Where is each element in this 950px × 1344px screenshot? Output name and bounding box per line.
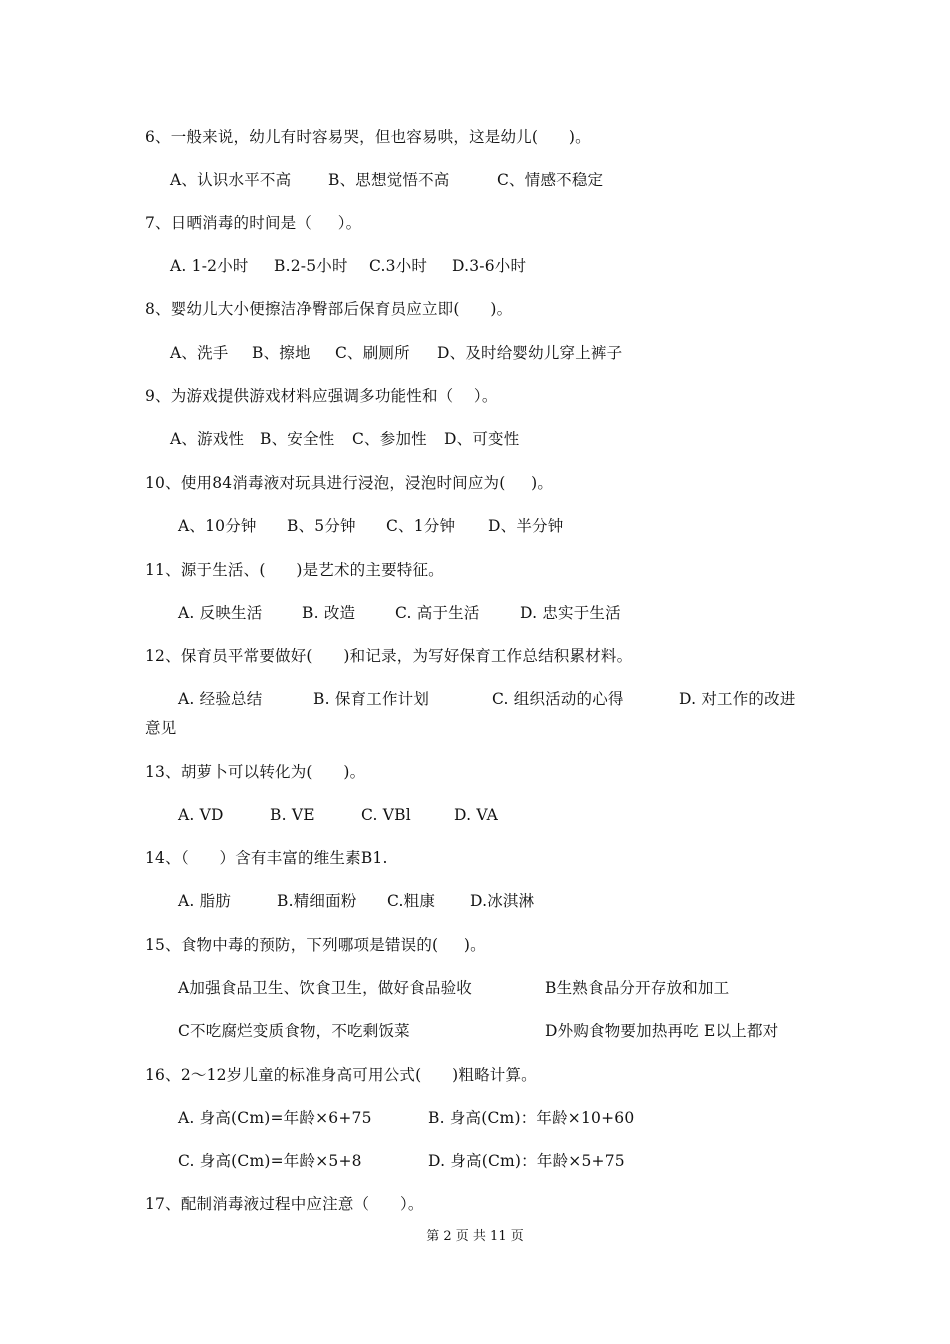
question-9-stem: 9、为游戏提供游戏材料应强调多功能性和（ ）。 (145, 387, 498, 405)
question-12-option-b: B. 保育工作计划 (313, 690, 430, 708)
question-11-options (0, 603, 950, 623)
question-8-option-b: B、擦地 (252, 344, 311, 362)
question-12-option-c: C. 组织活动的心得 (492, 690, 624, 708)
question-7-option-b: B.2-5小时 (274, 257, 348, 275)
question-10-options (0, 516, 950, 536)
question-11-option-b: B. 改造 (302, 604, 356, 622)
question-11-option-c: C. 高于生活 (395, 604, 480, 622)
question-9-options (0, 429, 950, 449)
question-8-option-a: A、洗手 (170, 344, 229, 362)
question-8-options (0, 343, 950, 363)
question-7-option-a: A. 1-2小时 (170, 257, 249, 275)
question-8-option-d: D、及时给婴幼儿穿上裤子 (437, 344, 623, 362)
question-14-option-a: A. 脂肪 (178, 892, 232, 910)
question-12-options (0, 689, 950, 709)
question-9-option-c: C、参加性 (352, 430, 427, 448)
question-14-options (0, 891, 950, 911)
question-8-option-c: C、刷厕所 (335, 344, 410, 362)
question-10-option-c: C、1分钟 (386, 517, 456, 535)
question-16-option-b: B. 身高(Cm)：年龄×10+60 (428, 1109, 635, 1127)
question-16-option-c: C. 身高(Cm)=年龄×5+8 (178, 1152, 362, 1170)
question-10-option-d: D、半分钟 (488, 517, 564, 535)
question-15-stem: 15、食物中毒的预防，下列哪项是错误的( )。 (145, 936, 486, 954)
question-15-option-b: B生熟食品分开存放和加工 (545, 979, 730, 997)
question-7-option-c: C.3小时 (369, 257, 428, 275)
question-17-stem: 17、配制消毒液过程中应注意（ ）。 (145, 1195, 424, 1213)
question-14-stem: 14、（ ）含有丰富的维生素B1. (145, 849, 388, 867)
page-number-footer: 第 2 页 共 11 页 (426, 1229, 524, 1244)
question-15-option-c: C不吃腐烂变质食物，不吃剩饭菜 (178, 1022, 410, 1040)
question-10-option-a: A、10分钟 (178, 517, 257, 535)
question-6-option-b: B、思想觉悟不高 (328, 171, 450, 189)
question-7-option-d: D.3-6小时 (452, 257, 527, 275)
question-13-option-a: A. VD (178, 806, 224, 824)
question-12-option-a: A. 经验总结 (178, 690, 263, 708)
question-14-option-d: D.冰淇淋 (470, 892, 535, 910)
question-11-stem: 11、源于生活、( )是艺术的主要特征。 (145, 561, 444, 579)
question-15-option-a: A加强食品卫生、饮食卫生，做好食品验收 (178, 979, 472, 997)
question-9-option-a: A、游戏性 (170, 430, 245, 448)
question-13-option-c: C. VBl (361, 806, 411, 824)
question-14-option-c: C.粗康 (387, 892, 436, 910)
question-11-option-a: A. 反映生活 (178, 604, 263, 622)
question-15-options-row-2 (0, 1021, 950, 1041)
question-6-option-a: A、认识水平不高 (170, 171, 292, 189)
question-7-options (0, 256, 950, 276)
question-16-options-row-1 (0, 1108, 950, 1128)
question-16-option-d: D. 身高(Cm)：年龄×5+75 (428, 1152, 625, 1170)
question-11-option-d: D. 忠实于生活 (520, 604, 621, 622)
question-12-option-d: D. 对工作的改进 (679, 690, 796, 708)
question-10-option-b: B、5分钟 (287, 517, 356, 535)
question-6-options (0, 170, 950, 190)
question-13-options (0, 805, 950, 825)
question-12-stem: 12、保育员平常要做好( )和记录，为写好保育工作总结积累材料。 (145, 647, 633, 665)
question-16-stem: 16、2～12岁儿童的标准身高可用公式( )粗略计算。 (145, 1066, 537, 1084)
question-8-stem: 8、婴幼儿大小便擦洁净臀部后保育员应立即( )。 (145, 300, 513, 318)
question-9-option-b: B、安全性 (260, 430, 335, 448)
question-13-stem: 13、胡萝卜可以转化为( )。 (145, 763, 366, 781)
question-15-option-d: D外购食物要加热再吃 E以上都对 (545, 1022, 779, 1040)
question-15-options-row-1 (0, 978, 950, 998)
question-12-option-d-continuation: 意见 (145, 719, 177, 737)
question-14-option-b: B.精细面粉 (277, 892, 357, 910)
question-9-option-d: D、可变性 (444, 430, 520, 448)
question-13-option-d: D. VA (454, 806, 499, 824)
question-6-stem: 6、一般来说，幼儿有时容易哭，但也容易哄，这是幼儿( )。 (145, 128, 591, 146)
question-16-option-a: A. 身高(Cm)=年龄×6+75 (178, 1109, 372, 1127)
question-10-stem: 10、使用84消毒液对玩具进行浸泡，浸泡时间应为( )。 (145, 474, 554, 492)
question-16-options-row-2 (0, 1151, 950, 1171)
question-7-stem: 7、日晒消毒的时间是（ ）。 (145, 214, 362, 232)
question-6-option-c: C、情感不稳定 (497, 171, 604, 189)
question-13-option-b: B. VE (270, 806, 315, 824)
